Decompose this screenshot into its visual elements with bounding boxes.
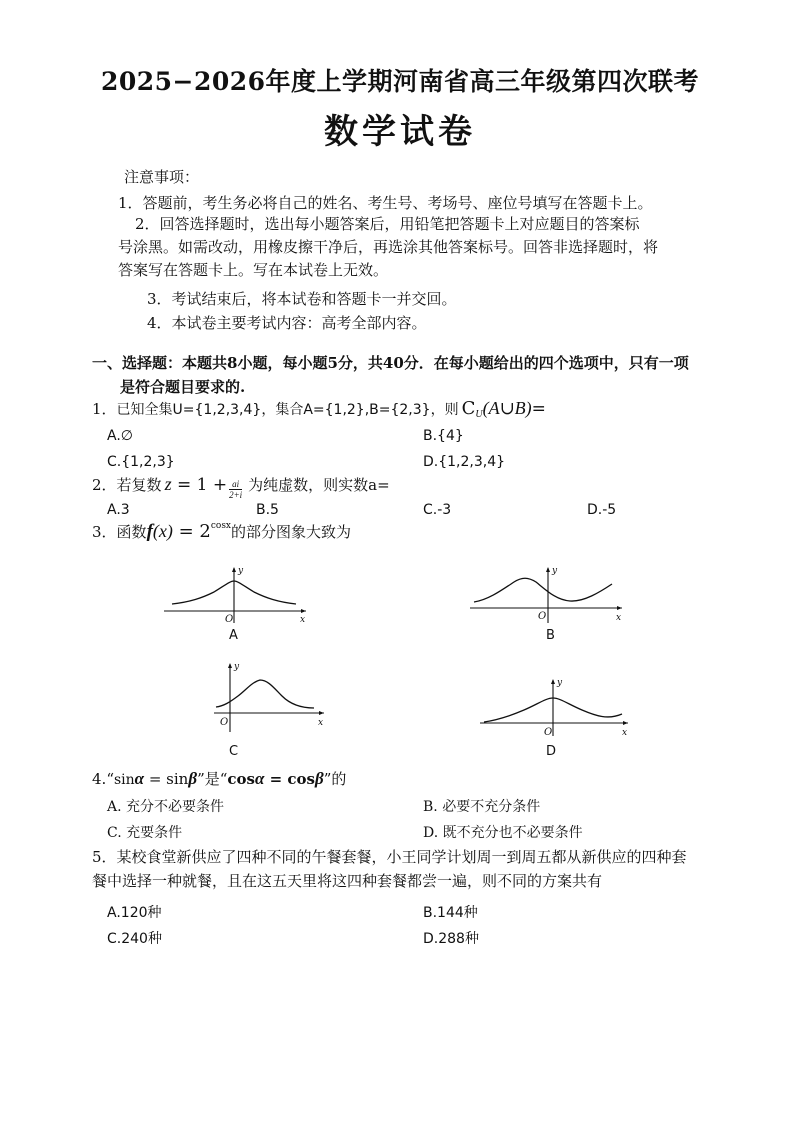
question-1-option-c: C.{1,2,3} — [107, 454, 175, 470]
graph-d-x-arrow — [623, 721, 628, 725]
question-3-number: 3． — [92, 523, 117, 541]
graph-b-y-label: y — [552, 566, 558, 576]
graph-c-x-label: x — [318, 718, 324, 728]
question-5-line-1 — [92, 846, 687, 867]
question-4-option-c: C. 充要条件 — [107, 825, 183, 841]
graph-a — [160, 562, 310, 626]
question-5-option-c: C.240种 — [107, 931, 162, 947]
graph-a-y-arrow — [232, 567, 236, 572]
question-5-line-2: 餐中选择一种就餐，且在这五天里将这四种套餐都尝一遍，则不同的方案共有 — [92, 872, 603, 890]
question-3-stem — [92, 521, 351, 543]
fraction-denominator: 2+i — [229, 490, 243, 500]
graph-d-y-arrow — [551, 679, 555, 684]
quote-middle: ”是“ — [197, 770, 228, 788]
set-expression: (A∪B) — [482, 398, 532, 418]
graph-b-y-arrow — [546, 567, 550, 572]
sin-function-2: = sin — [144, 770, 189, 788]
question-2-option-d: D.-5 — [587, 502, 617, 518]
notice-item-2-line-1: 2．回答选择题时，选出每小题答案后，用铅笔把答题卡上对应题目的答案标 — [135, 215, 640, 233]
beta-symbol-1: β — [188, 769, 198, 788]
question-2-text-a: 若复数 — [116, 476, 162, 494]
universal-set-subscript: U — [475, 409, 483, 420]
question-5-number: 5． — [92, 848, 117, 866]
graph-c-origin: O — [220, 717, 229, 728]
exam-subject: 数学试卷 — [324, 112, 476, 152]
graph-b — [466, 562, 626, 626]
quote-close: ”的 — [323, 770, 347, 788]
cos-function-1: cos — [227, 770, 255, 788]
question-4-stem — [92, 768, 346, 789]
question-4-option-a: A. 充分不必要条件 — [107, 799, 225, 815]
question-3-text-b: 的部分图象大致为 — [231, 523, 352, 541]
graph-d-y-label: y — [557, 678, 563, 688]
question-4-number: 4. — [92, 770, 107, 788]
question-1-stem — [92, 398, 546, 420]
question-2-number: 2． — [92, 476, 117, 494]
notice-item-3: 3．考试结束后，将本试卷和答题卡一并交回。 — [147, 290, 457, 308]
alpha-symbol-2: α — [255, 769, 265, 788]
question-4-option-d: D. 既不充分也不必要条件 — [423, 825, 583, 841]
graph-a-origin: O — [225, 614, 234, 625]
question-5-option-a: A.120种 — [107, 905, 162, 921]
quote-open: “ — [106, 770, 114, 788]
exam-title: 2025−2026年度上学期河南省高三年级第四次联考 — [100, 67, 700, 96]
question-2-option-c: C.-3 — [423, 502, 452, 518]
graph-d — [476, 676, 632, 740]
function-exponent: cosx — [210, 521, 232, 531]
graph-a-label: A — [229, 628, 238, 643]
alpha-symbol-1: α — [134, 769, 145, 788]
graph-c-x-arrow — [319, 711, 324, 715]
graph-b-x-arrow — [617, 606, 622, 610]
graph-b-x-label: x — [616, 613, 622, 623]
function-argument: (x) — [152, 521, 173, 541]
graph-b-curve — [474, 578, 612, 602]
fraction-numerator: ai — [229, 479, 242, 490]
equals-sign: = — [531, 399, 546, 419]
section-1-line-2: 是符合题目要求的. — [120, 378, 246, 396]
graph-a-x-label: x — [300, 615, 306, 625]
function-base: = 2 — [172, 521, 211, 542]
graph-c-y-label: y — [234, 662, 240, 672]
notice-heading: 注意事项： — [124, 168, 200, 186]
complex-expression: = 1 + — [171, 475, 228, 495]
notice-item-2-line-3: 答案写在答题卡上。写在本试卷上无效。 — [118, 261, 389, 279]
question-4-option-b: B. 必要不充分条件 — [423, 799, 541, 815]
question-5-option-d: D.288种 — [423, 931, 479, 947]
complement-symbol: C — [461, 398, 476, 419]
question-1-option-b: B.{4} — [423, 428, 464, 444]
question-1-number: 1． — [92, 400, 117, 418]
notice-item-1: 1．答题前，考生务必将自己的姓名、考生号、考场号、座位号填写在答题卡上。 — [118, 194, 653, 212]
graph-a-x-arrow — [301, 609, 306, 613]
fraction — [229, 479, 242, 500]
question-2-text-b: 为纯虚数，则实数a= — [248, 476, 390, 494]
question-2-stem — [92, 474, 390, 500]
question-3-text-a: 函数 — [116, 523, 147, 541]
graph-d-origin: O — [544, 727, 553, 738]
question-5-option-b: B.144种 — [423, 905, 478, 921]
cos-function-2: = cos — [264, 770, 316, 788]
question-1-text: 已知全集U={1,2,3,4}，集合A={1,2},B={2,3}，则 — [116, 402, 459, 418]
graph-c-y-arrow — [228, 663, 232, 668]
graph-c-label: C — [229, 744, 239, 759]
section-1-line-1: 一、选择题：本题共8小题，每小题5分，共40分．在每小题给出的四个选项中，只有一项 — [92, 354, 689, 372]
graph-c-curve — [216, 680, 314, 708]
question-1-option-a: A.∅ — [107, 428, 133, 444]
graph-d-x-label: x — [622, 728, 628, 738]
question-5-text-1: 某校食堂新供应了四种不同的午餐套餐，小王同学计划周一到周五都从新供应的四种套 — [116, 848, 687, 866]
beta-symbol-2: β — [315, 769, 324, 788]
graph-b-label: B — [546, 628, 555, 643]
function-name: f — [146, 521, 153, 542]
notice-item-4: 4．本试卷主要考试内容：高考全部内容。 — [147, 314, 427, 332]
question-2-option-a: A.3 — [107, 502, 130, 518]
sin-function-1: sin — [113, 772, 135, 788]
graph-d-label: D — [546, 744, 557, 759]
question-2-option-b: B.5 — [256, 502, 279, 518]
graph-b-origin: O — [538, 611, 547, 622]
graph-a-y-label: y — [238, 566, 244, 576]
graph-c — [210, 656, 330, 738]
complex-variable: z — [164, 474, 172, 494]
notice-item-2-line-2: 号涂黑。如需改动，用橡皮擦干净后，再选涂其他答案标号。回答非选择题时，将 — [118, 238, 659, 256]
question-1-option-d: D.{1,2,3,4} — [423, 454, 506, 470]
